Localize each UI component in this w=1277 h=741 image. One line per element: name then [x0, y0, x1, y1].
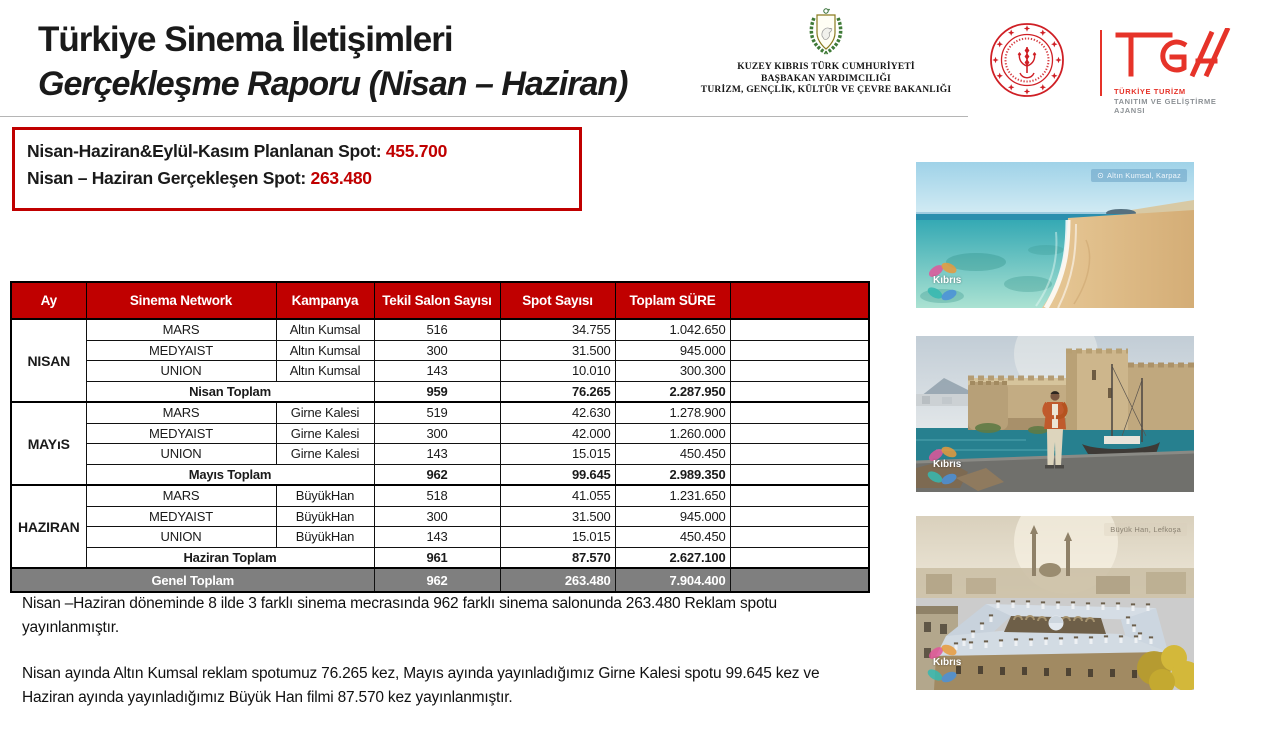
table-cell: Girne Kalesi: [276, 402, 374, 423]
watermark-text: Kıbrıs: [933, 657, 962, 668]
title-line-2: Gerçekleşme Raporu (Nisan – Haziran): [38, 65, 628, 103]
table-cell: 945.000: [615, 506, 730, 527]
table-cell: 1.278.900: [615, 402, 730, 423]
table-cell: 300: [374, 340, 500, 361]
table-cell: 1.231.650: [615, 485, 730, 506]
month-total-row: [11, 547, 869, 568]
table-cell: 263.480: [500, 568, 615, 592]
table-cell: BüyükHan: [276, 485, 374, 506]
footnote-paragraph-1: Nisan –Haziran döneminde 8 ilde 3 farklı sinema mecrasında 962 farklı sinema salonunda 263.480 Reklam spotu yayınlanmıştır.: [22, 595, 777, 637]
empty-cell: [730, 361, 869, 382]
photo-girne-kalesi: [916, 336, 1194, 492]
spot-summary-box: [12, 127, 582, 211]
realized-spot-value: 263.480: [310, 168, 372, 188]
column-header: Tekil Salon Sayısı: [374, 282, 500, 319]
table-cell: 41.055: [500, 485, 615, 506]
table-cell: UNION: [86, 444, 276, 465]
empty-cell: [730, 340, 869, 361]
header-divider: [0, 116, 968, 117]
tga-wordmark-icon: [1114, 28, 1232, 80]
month-cell: HAZIRAN: [11, 485, 86, 568]
table-cell: 519: [374, 402, 500, 423]
table-row: [11, 423, 869, 444]
watermark-text: Kıbrıs: [933, 459, 962, 470]
table-cell: Altın Kumsal: [276, 361, 374, 382]
table-cell: 300: [374, 506, 500, 527]
table-cell: 450.450: [615, 444, 730, 465]
photo-location-label: Büyük Han, Lefkoşa: [1110, 525, 1181, 534]
table-cell: 1.042.650: [615, 319, 730, 340]
column-header: [730, 282, 869, 319]
table-cell: 450.450: [615, 527, 730, 548]
table-cell: Altın Kumsal: [276, 319, 374, 340]
empty-cell: [730, 381, 869, 402]
culture-tourism-ministry-seal-icon: [988, 21, 1066, 104]
table-cell: 1.260.000: [615, 423, 730, 444]
kktc-emblem-icon: [806, 6, 846, 60]
table-cell: Altın Kumsal: [276, 340, 374, 361]
table-row: [11, 527, 869, 548]
table-cell: 945.000: [615, 340, 730, 361]
photo-location-badge: [1091, 169, 1187, 182]
table-cell: 143: [374, 361, 500, 382]
empty-cell: [730, 464, 869, 485]
table-cell: 87.570: [500, 547, 615, 568]
table-cell: 2.627.100: [615, 547, 730, 568]
empty-cell: [730, 547, 869, 568]
table-cell: 516: [374, 319, 500, 340]
table-cell: MEDYAIST: [86, 423, 276, 444]
month-total-row: [11, 464, 869, 485]
table-cell: 959: [374, 381, 500, 402]
table-cell: MARS: [86, 319, 276, 340]
kibris-watermark: [922, 642, 978, 686]
page-title: [38, 18, 627, 106]
planned-spot-value: 455.700: [385, 141, 448, 161]
table-header-row: [11, 282, 869, 319]
table-cell: 76.265: [500, 381, 615, 402]
table-cell: 15.015: [500, 527, 615, 548]
table-cell: 143: [374, 527, 500, 548]
table-cell: 99.645: [500, 464, 615, 485]
table-row: [11, 506, 869, 527]
kktc-ministry-logo: [683, 6, 969, 97]
table-cell: BüyükHan: [276, 527, 374, 548]
table-cell: MARS: [86, 485, 276, 506]
table-cell: MARS: [86, 402, 276, 423]
table-row: [11, 402, 869, 423]
photo-location-label: Altın Kumsal, Karpaz: [1106, 171, 1181, 180]
table-cell: 42.630: [500, 402, 615, 423]
tga-divider: [1100, 30, 1102, 96]
table-cell: MEDYAIST: [86, 340, 276, 361]
table-cell: 42.000: [500, 423, 615, 444]
kibris-watermark: [922, 260, 978, 304]
kktc-text-line-1: KUZEY KIBRIS TÜRK CUMHURİYETİ: [737, 62, 915, 72]
table-cell: 961: [374, 547, 500, 568]
table-row: [11, 444, 869, 465]
table-cell: 2.287.950: [615, 381, 730, 402]
planned-spot-row: [27, 141, 579, 162]
planned-spot-label: Nisan-Haziran&Eylül-Kasım Planlanan Spot:: [27, 141, 386, 161]
empty-cell: [730, 423, 869, 444]
table-cell: 143: [374, 444, 500, 465]
tga-logo: [1114, 28, 1264, 116]
month-cell: MAYıS: [11, 402, 86, 485]
kibris-watermark: [922, 444, 978, 488]
photo-buyuk-han: [916, 516, 1194, 690]
table-row: [11, 340, 869, 361]
empty-cell: [730, 527, 869, 548]
table-cell: 31.500: [500, 506, 615, 527]
table-cell: BüyükHan: [276, 506, 374, 527]
realized-spot-label: Nisan – Haziran Gerçekleşen Spot:: [27, 168, 311, 188]
table-cell: Girne Kalesi: [276, 444, 374, 465]
tga-text-line-1: TÜRKİYE TURİZM: [1114, 87, 1186, 96]
table-row: [11, 319, 869, 340]
month-total-label: Nisan Toplam: [86, 381, 374, 402]
table-cell: MEDYAIST: [86, 506, 276, 527]
table-cell: 15.015: [500, 444, 615, 465]
table-cell: 31.500: [500, 340, 615, 361]
column-header: Toplam SÜRE: [615, 282, 730, 319]
kktc-text-line-2: BAŞBAKAN YARDIMCILIĞI: [761, 73, 891, 84]
realized-spot-row: [27, 168, 579, 189]
cinema-report-table: [10, 281, 870, 593]
table-cell: UNION: [86, 361, 276, 382]
empty-cell: [730, 402, 869, 423]
table-row: [11, 485, 869, 506]
month-cell: NISAN: [11, 319, 86, 402]
footnote-paragraph-2: Nisan ayında Altın Kumsal reklam spotumuz 76.265 kez, Mayıs ayında yayınladığımız Girne Kalesi spotu 99.645 kez ve Haziran ayında yayınladığımız Büyük Han filmi 87.570 kez yayınlanmıştır.: [22, 665, 820, 707]
table-body: [11, 319, 869, 592]
empty-cell: [730, 319, 869, 340]
empty-cell: [730, 444, 869, 465]
month-total-label: Mayıs Toplam: [86, 464, 374, 485]
table-cell: 2.989.350: [615, 464, 730, 485]
footnotes: [22, 592, 852, 732]
empty-cell: [730, 506, 869, 527]
column-header: Spot Sayısı: [500, 282, 615, 319]
tga-text-line-2: TANITIM VE GELİŞTİRME: [1114, 96, 1217, 106]
table-cell: 7.904.400: [615, 568, 730, 592]
column-header: Ay: [11, 282, 86, 319]
tga-text-line-3: AJANSI: [1114, 106, 1146, 115]
table-cell: 962: [374, 568, 500, 592]
table-cell: 962: [374, 464, 500, 485]
grand-total-label: Genel Toplam: [11, 568, 374, 592]
empty-cell: [730, 485, 869, 506]
watermark-text: Kıbrıs: [933, 275, 962, 286]
photo-altin-kumsal: [916, 162, 1194, 308]
title-line-1: Türkiye Sinema İletişimleri: [38, 20, 453, 59]
photo-location-badge: [1104, 523, 1187, 536]
grand-total-row: [11, 568, 869, 592]
month-total-row: [11, 381, 869, 402]
location-pin-icon: ⊙: [1097, 170, 1104, 180]
table-cell: 518: [374, 485, 500, 506]
table-cell: 10.010: [500, 361, 615, 382]
table-row: [11, 361, 869, 382]
table-cell: 34.755: [500, 319, 615, 340]
table-cell: UNION: [86, 527, 276, 548]
empty-cell: [730, 568, 869, 592]
table-cell: 300: [374, 423, 500, 444]
column-header: Sinema Network: [86, 282, 276, 319]
table-cell: 300.300: [615, 361, 730, 382]
table-cell: Girne Kalesi: [276, 423, 374, 444]
kktc-text-line-3: TURİZM, GENÇLİK, KÜLTÜR VE ÇEVRE BAKANLIĞI: [700, 85, 952, 95]
column-header: Kampanya: [276, 282, 374, 319]
month-total-label: Haziran Toplam: [86, 547, 374, 568]
